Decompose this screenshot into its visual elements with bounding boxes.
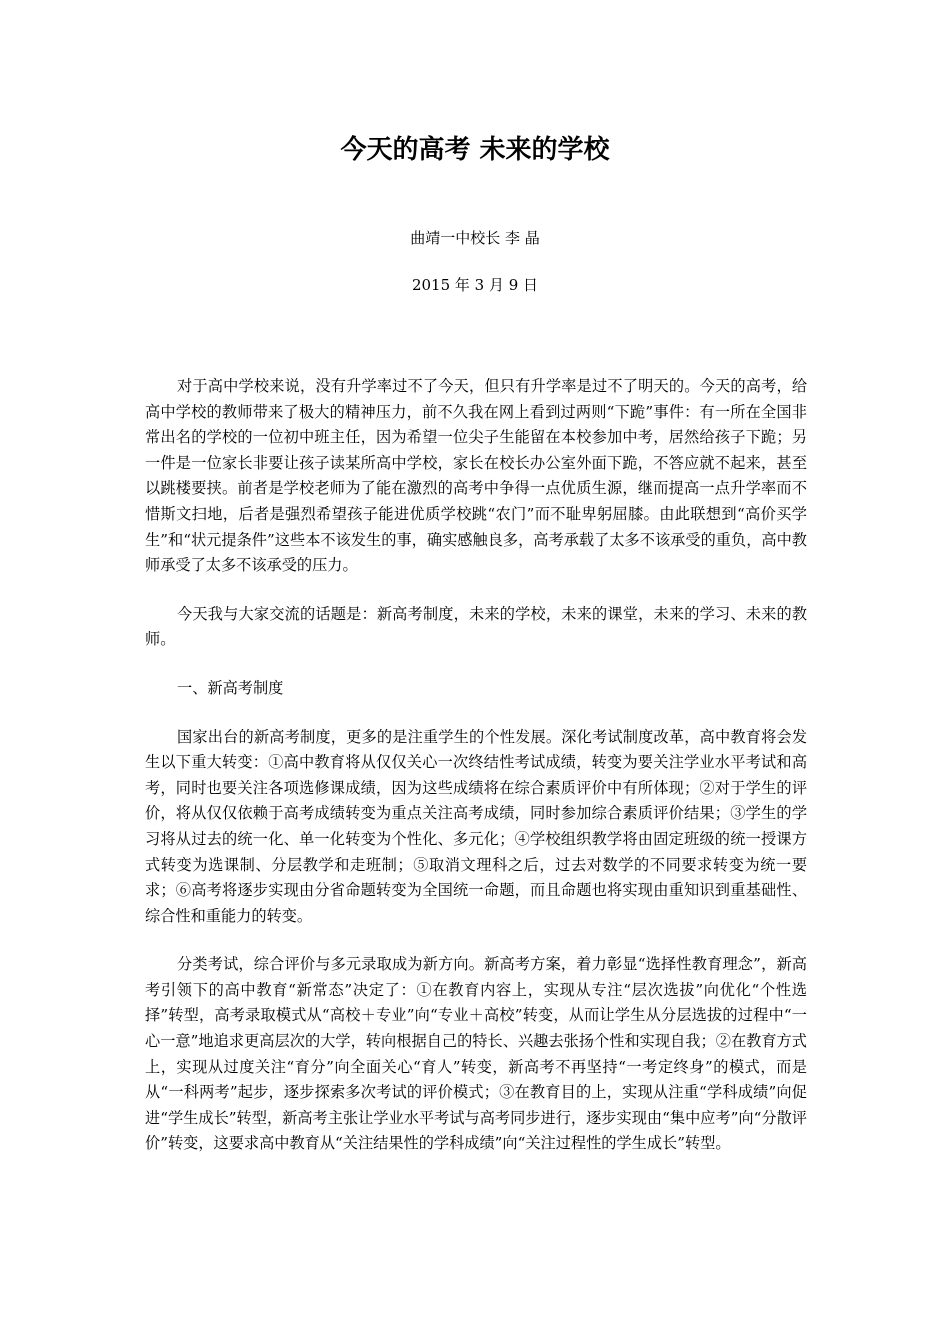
paragraph-topics: 今天我与大家交流的话题是：新高考制度，未来的学校，未来的课堂，未来的学习、未来的教师。 [145, 604, 807, 649]
section-heading: 一、新高考制度 [177, 678, 284, 697]
document-author: 曲靖一中校长 李 晶 [410, 229, 540, 247]
paragraph-reform: 国家出台的新高考制度，更多的是注重学生的个性发展。深化考试制度改革，高中教育将会发生以下重大转变：①高中教育将从仅仅关心一次终结性考试成绩，转变为要关注学业水平考试和高考，同时也要关注各项选修课成绩，因为这些成绩将在综合素质评价中有所体现；②对于学生的评价，将从仅仅依赖于高考成绩转变为重点关注高考成绩，同时参加综合素质评价结果；③学生的学习将从过去的统一化、单一化转变为个性化、多元化；④学校组织教学将由固定班级的统一授课方式转变为选课制、分层教学和走班制；⑤取消文理科之后，过去对数学的不同要求转变为统一要求；⑥高考将逐步实现由分省命题转变为全国统一命题，而且命题也将实现由重知识到重基础性、综合性和重能力的转变。 [145, 727, 807, 925]
document-body [145, 374, 807, 1180]
document-date: 2015 年 3 月 9 日 [411, 276, 539, 294]
paragraph-intro: 对于高中学校来说，没有升学率过不了今天，但只有升学率是过不了明天的。今天的高考，给高中学校的教师带来了极大的精神压力，前不久我在网上看到过两则“下跪”事件：有一所在全国非常出名的学校的一位初中班主任，因为希望一位尖子生能留在本校参加中考，居然给孩子下跪；另一件是一位家长非要让孩子读某所高中学校，家长在校长办公室外面下跪，不答应就不起来，甚至以跳楼要挟。前者是学校老师为了能在激烈的高考中争得一点优质生源，继而提高一点升学率而不惜斯文扫地，后者是强烈希望孩子能进优质学校跳“农门”而不耻卑躬屈膝。由此联想到“高价买学生”和“状元提条件”这些本不该发生的事，确实感触良多，高考承载了太多不该承受的重负，高中教师承受了太多不该承受的压力。 [145, 377, 807, 575]
document-title: 今天的高考 未来的学校 [340, 135, 610, 165]
paragraph-direction: 分类考试，综合评价与多元录取成为新方向。新高考方案，着力彰显“选择性教育理念”，新高考引领下的高中教育“新常态”决定了：①在教育内容上，实现从专注“层次选拔”向优化“个性选择”转型，高考录取模式从“高校＋专业”向“专业＋高校”转变，从而让学生从分层选拔的过程中“一心一意”地追求更高层次的大学，转向根据自己的特长、兴趣去张扬个性和实现自我；②在教育方式上，实现从过度关注“育分”向全面关心“育人”转变，新高考不再坚持“一考定终身”的模式，而是从“一科两考”起步，逐步探索多次考试的评价模式；③在教育目的上，实现从注重“学科成绩”向促进“学生成长”转型，新高考主张让学业水平考试与高考同步进行，逐步实现由“集中应考”向“分散评价”转变，这要求高中教育从“关注结果性的学科成绩”向“关注过程性的学生成长”转型。 [145, 955, 807, 1153]
